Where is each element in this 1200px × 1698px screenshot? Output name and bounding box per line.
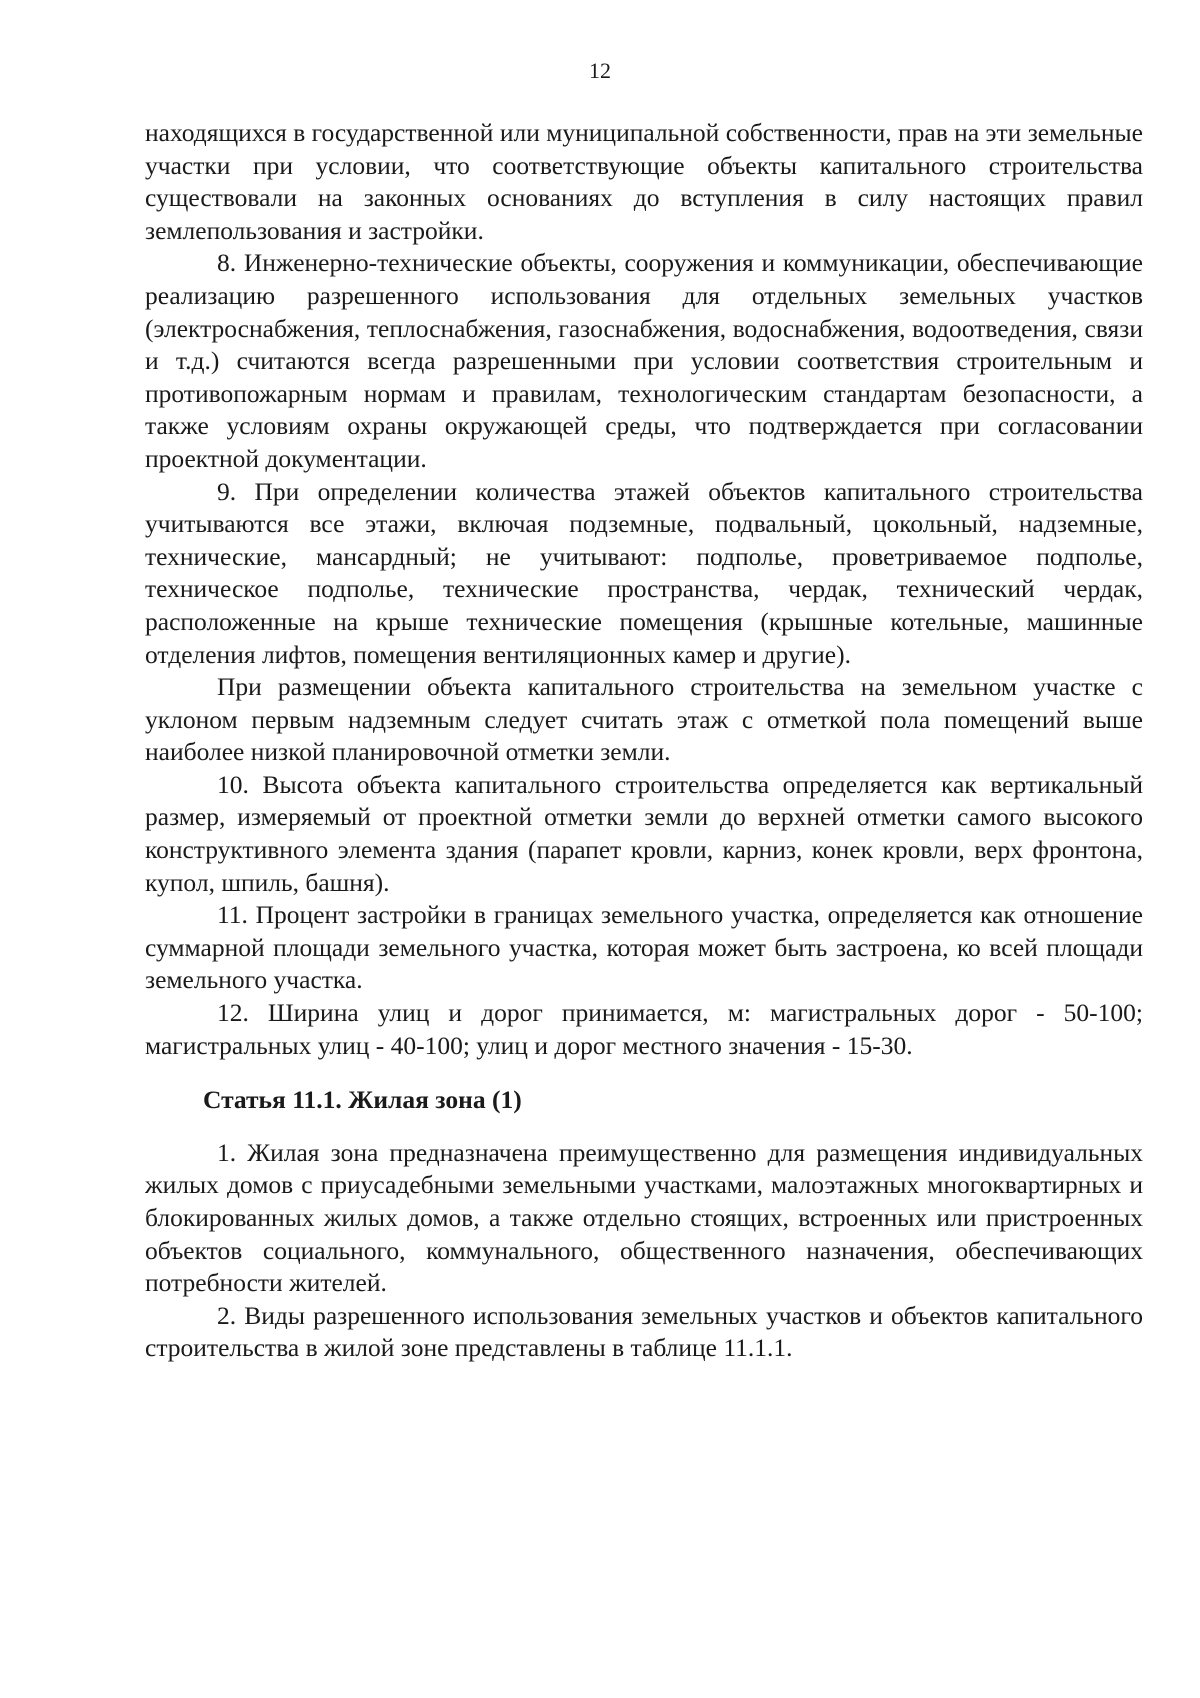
paragraph-item-10: 10. Высота объекта капитального строительства определяется как вертикальный размер, измеряемый от проектной отметки земли до верхней отметки самого высокого конструктивного элемента здания (парапет кровли, карниз, конек кровли, верх фронтона, купол, шпиль, башня).: [145, 769, 1143, 897]
paragraph-item-9: 9. При определении количества этажей объектов капитального строительства учитываются все этажи, включая подземные, подвальный, цокольный, надземные, технические, мансардный; не учитывают: подполье, проветриваемое подполье, техническое подполье, технические пространства, чердак, технический чердак, расположенные на крыше технические помещения (крышные котельные, машинные отделения лифтов, помещения вентиляционных камер и другие).: [145, 476, 1143, 669]
page-number: 12: [589, 58, 611, 83]
section-paragraph-1: 1. Жилая зона предназначена преимущественно для размещения индивидуальных жилых домов с приусадебными земельными участками, малоэтажных многоквартирных и блокированных жилых домов, а также отдельно стоящих, встроенных или пристроенных объектов социального, коммунального, общественного назначения, обеспечивающих потребности жителей.: [145, 1137, 1143, 1298]
paragraph-item-8: 8. Инженерно-технические объекты, сооружения и коммуникации, обеспечивающие реализацию разрешенного использования для отдельных земельных участков (электроснабжения, теплоснабжения, газоснабжения, водоснабжения, водоотведения, связи и т.д.) считаются всегда разрешенными при условии соответствия строительным и противопожарным нормам и правилам, технологическим стандартам безопасности, а также условиям охраны окружающей среды, что подтверждается при согласовании проектной документации.: [145, 248, 1143, 473]
section-paragraph-2: 2. Виды разрешенного использования земельных участков и объектов капитального строительства в жилой зоне представлены в таблице 11.1.1.: [145, 1300, 1143, 1363]
section-heading: Статья 11.1. Жилая зона (1): [203, 1085, 522, 1115]
paragraph-slope-note: При размещении объекта капитального строительства на земельном участке с уклоном первым надземным следует считать этаж с отметкой пола помещений выше наиболее низкой планировочной отметки земли.: [145, 672, 1143, 767]
paragraph-continuation: находящихся в государственной или муниципальной собственности, прав на эти земельные участки при условии, что соответствующие объекты капитального строительства существовали на законных основаниях до вступления в силу настоящих правил землепользования и застройки.: [145, 118, 1143, 245]
paragraph-item-11: 11. Процент застройки в границах земельного участка, определяется как отношение суммарной площади земельного участка, которая может быть застроена, ко всей площади земельного участка.: [145, 900, 1143, 995]
paragraph-item-12: 12. Ширина улиц и дорог принимается, м: магистральных дорог - 50-100; магистральных улиц - 40-100; улиц и дорог местного значения - 15-30.: [145, 998, 1143, 1060]
document-body: [145, 117, 1143, 1365]
